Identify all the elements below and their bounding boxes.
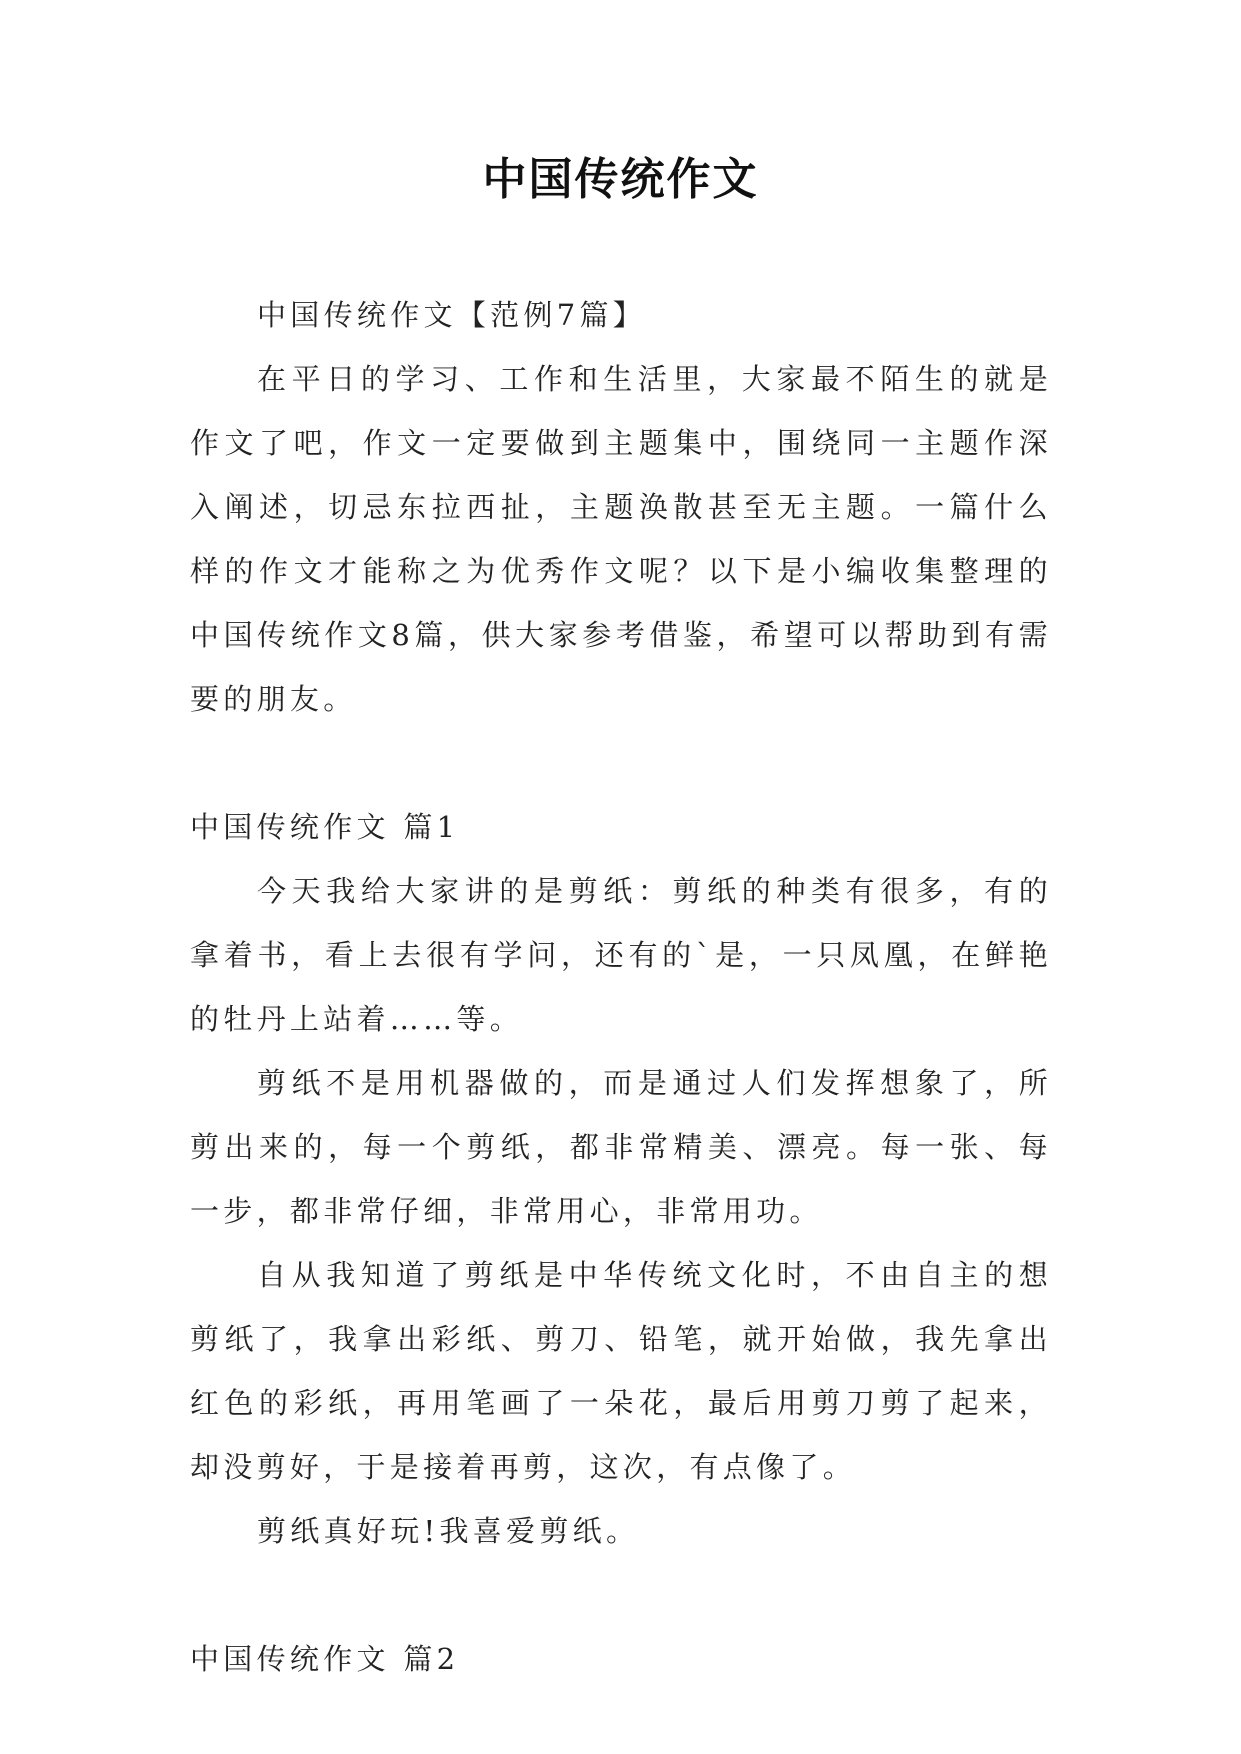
section-1-paragraph-2: 剪纸不是用机器做的，而是通过人们发挥想象了，所剪出来的，每一个剪纸，都非常精美、漂亮。每一张、每一步，都非常仔细，非常用心，非常用功。 — [190, 1066, 1052, 1228]
section-1-paragraph-1: 今天我给大家讲的是剪纸：剪纸的种类有很多，有的拿着书，看上去很有学问，还有的`是，一只凤凰，在鲜艳的牡丹上站着……等。 — [190, 874, 1052, 1036]
section-heading-2: 中国传统作文 篇2 — [190, 1642, 460, 1676]
section-spacer — [190, 1563, 1052, 1627]
section-heading-1: 中国传统作文 篇1 — [190, 810, 460, 844]
document-title: 中国传统作文 — [482, 154, 759, 205]
intro-paragraph: 在平日的学习、工作和生活里，大家最不陌生的就是作文了吧，作文一定要做到主题集中，围绕同一主题作深入阐述，切忌东拉西扯，主题涣散甚至无主题。一篇什么样的作文才能称之为优秀作文呢？以下是小编收集整理的中国传统作文8篇，供大家参考借鉴，希望可以帮助到有需要的朋友。 — [190, 362, 1052, 716]
document-body — [190, 283, 1052, 1691]
section-spacer — [190, 731, 1052, 795]
intro-subtitle: 中国传统作文【范例7篇】 — [257, 298, 647, 332]
section-1-paragraph-3: 自从我知道了剪纸是中华传统文化时，不由自主的想剪纸了，我拿出彩纸、剪刀、铅笔，就开始做，我先拿出红色的彩纸，再用笔画了一朵花，最后用剪刀剪了起来，却没剪好，于是接着再剪，这次，有点像了。 — [190, 1258, 1052, 1484]
section-1-paragraph-4: 剪纸真好玩!我喜爱剪纸。 — [257, 1514, 640, 1548]
